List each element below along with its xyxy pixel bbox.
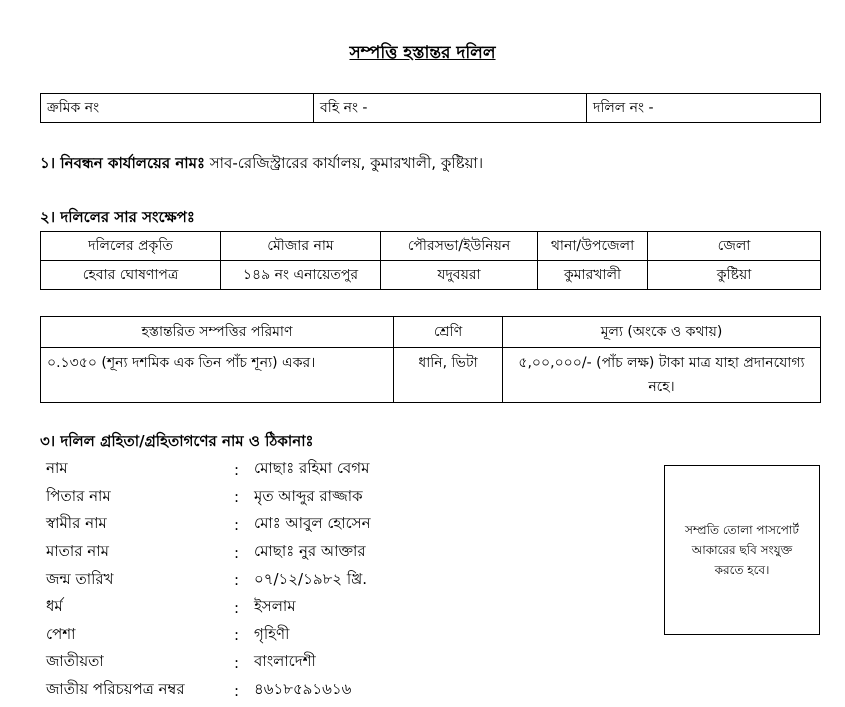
recipient-details <box>46 456 606 704</box>
photo-instruction-text: সম্প্রতি তোলা পাসপোর্ট আকারের ছবি সংযুক্ত করতে হবে। <box>685 523 799 577</box>
deed-number-cell: দলিল নং - <box>587 94 821 123</box>
field-colon: : <box>234 460 240 479</box>
summary-value-cell: ১৪৯ নং এনায়েতপুর <box>221 261 381 290</box>
field-row <box>46 622 606 650</box>
summary-header-cell: জেলা <box>648 232 821 261</box>
field-value: বাংলাদেশী <box>254 652 316 671</box>
section3-label: ৩। দলিল গ্রহিতা/গ্রহিতাগণের নাম ও ঠিকানাঃ <box>40 432 314 450</box>
summary-header-cell: দলিলের প্রকৃতি <box>41 232 221 261</box>
deed-header-table <box>40 93 821 123</box>
deed-summary-table <box>40 231 821 290</box>
summary-value-cell: কুমারখালী <box>538 261 648 290</box>
field-row <box>46 594 606 622</box>
summary-value-cell: কুষ্টিয়া <box>648 261 821 290</box>
field-label: মাতার নাম <box>46 542 109 561</box>
field-row <box>46 677 606 705</box>
summary-value-cell: হেবার ঘোষণাপত্র <box>41 261 221 290</box>
field-row <box>46 539 606 567</box>
field-value: মৃত আব্দুর রাজ্জাক <box>254 486 363 505</box>
summary-header-row <box>41 232 821 261</box>
property-table <box>40 316 821 403</box>
field-value: ৪৬১৮৫৯১৬১৬ <box>254 680 352 699</box>
field-colon: : <box>234 571 240 590</box>
field-label: পিতার নাম <box>46 486 111 505</box>
field-colon: : <box>234 598 240 617</box>
serial-number-cell: ক্রমিক নং <box>41 94 314 123</box>
field-row <box>46 566 606 594</box>
section1-value: সাব-রেজিস্ট্রারের কার্যালয়, কুমারখালী, কুষ্টিয়া। <box>204 154 484 172</box>
summary-header-cell: পৌরসভা/ইউনিয়ন <box>381 232 538 261</box>
summary-value-cell: যদুবয়রা <box>381 261 538 290</box>
field-row <box>46 456 606 484</box>
section1-registry-office <box>40 152 483 177</box>
field-value: ০৭/১২/১৯৮২ খ্রি. <box>254 569 368 588</box>
field-row <box>46 511 606 539</box>
field-label: স্বামীর নাম <box>46 514 107 533</box>
property-header-row <box>41 317 821 348</box>
summary-value-row <box>41 261 821 290</box>
book-number-cell: বহি নং - <box>314 94 587 123</box>
field-colon: : <box>234 626 240 645</box>
field-value: মোঃ আবুল হোসেন <box>254 514 371 533</box>
field-label: নাম <box>46 459 68 478</box>
section2-heading <box>40 206 195 231</box>
field-colon: : <box>234 543 240 562</box>
field-colon: : <box>234 653 240 672</box>
property-header-cell: মূল্য (অংকে ও কথায়) <box>503 317 821 348</box>
summary-header-cell: থানা/উপজেলা <box>538 232 648 261</box>
field-row <box>46 649 606 677</box>
photo-placeholder-box <box>664 465 820 635</box>
field-value: মোছাঃ নুর আক্তার <box>254 542 366 561</box>
document-title: সম্পত্তি হস্তান্তর দলিল <box>349 43 496 63</box>
property-value-cell: ৫,০০,০০০/- (পাঁচ লক্ষ) টাকা মাত্র যাহা প্রদানযোগ্য নহে। <box>503 348 821 403</box>
section1-label: ১। নিবন্ধন কার্যালয়ের নামঃ <box>40 154 205 172</box>
field-label: জন্ম তারিখ <box>46 569 114 588</box>
property-class-cell: ধানি, ভিটা <box>394 348 503 403</box>
field-label: জাতীয় পরিচয়পত্র নম্বর <box>46 680 185 699</box>
section3-heading <box>40 430 314 455</box>
field-row <box>46 484 606 512</box>
field-label: ধর্ম <box>46 597 63 616</box>
property-amount-cell: ০.১৩৫০ (শূন্য দশমিক এক তিন পাঁচ শূন্য) একর। <box>41 348 394 403</box>
field-label: জাতীয়তা <box>46 652 104 671</box>
field-label: পেশা <box>46 624 76 643</box>
field-colon: : <box>234 681 240 700</box>
field-value: গৃহিণী <box>254 624 290 643</box>
property-header-cell: শ্রেণি <box>394 317 503 348</box>
property-header-cell: হস্তান্তরিত সম্পত্তির পরিমাণ <box>41 317 394 348</box>
field-colon: : <box>234 515 240 534</box>
section2-label: ২। দলিলের সার সংক্ষেপঃ <box>40 208 195 226</box>
field-colon: : <box>234 488 240 507</box>
summary-header-cell: মৌজার নাম <box>221 232 381 261</box>
property-value-row <box>41 348 821 403</box>
field-value: মোছাঃ রহিমা বেগম <box>254 459 370 478</box>
field-value: ইসলাম <box>254 597 296 616</box>
